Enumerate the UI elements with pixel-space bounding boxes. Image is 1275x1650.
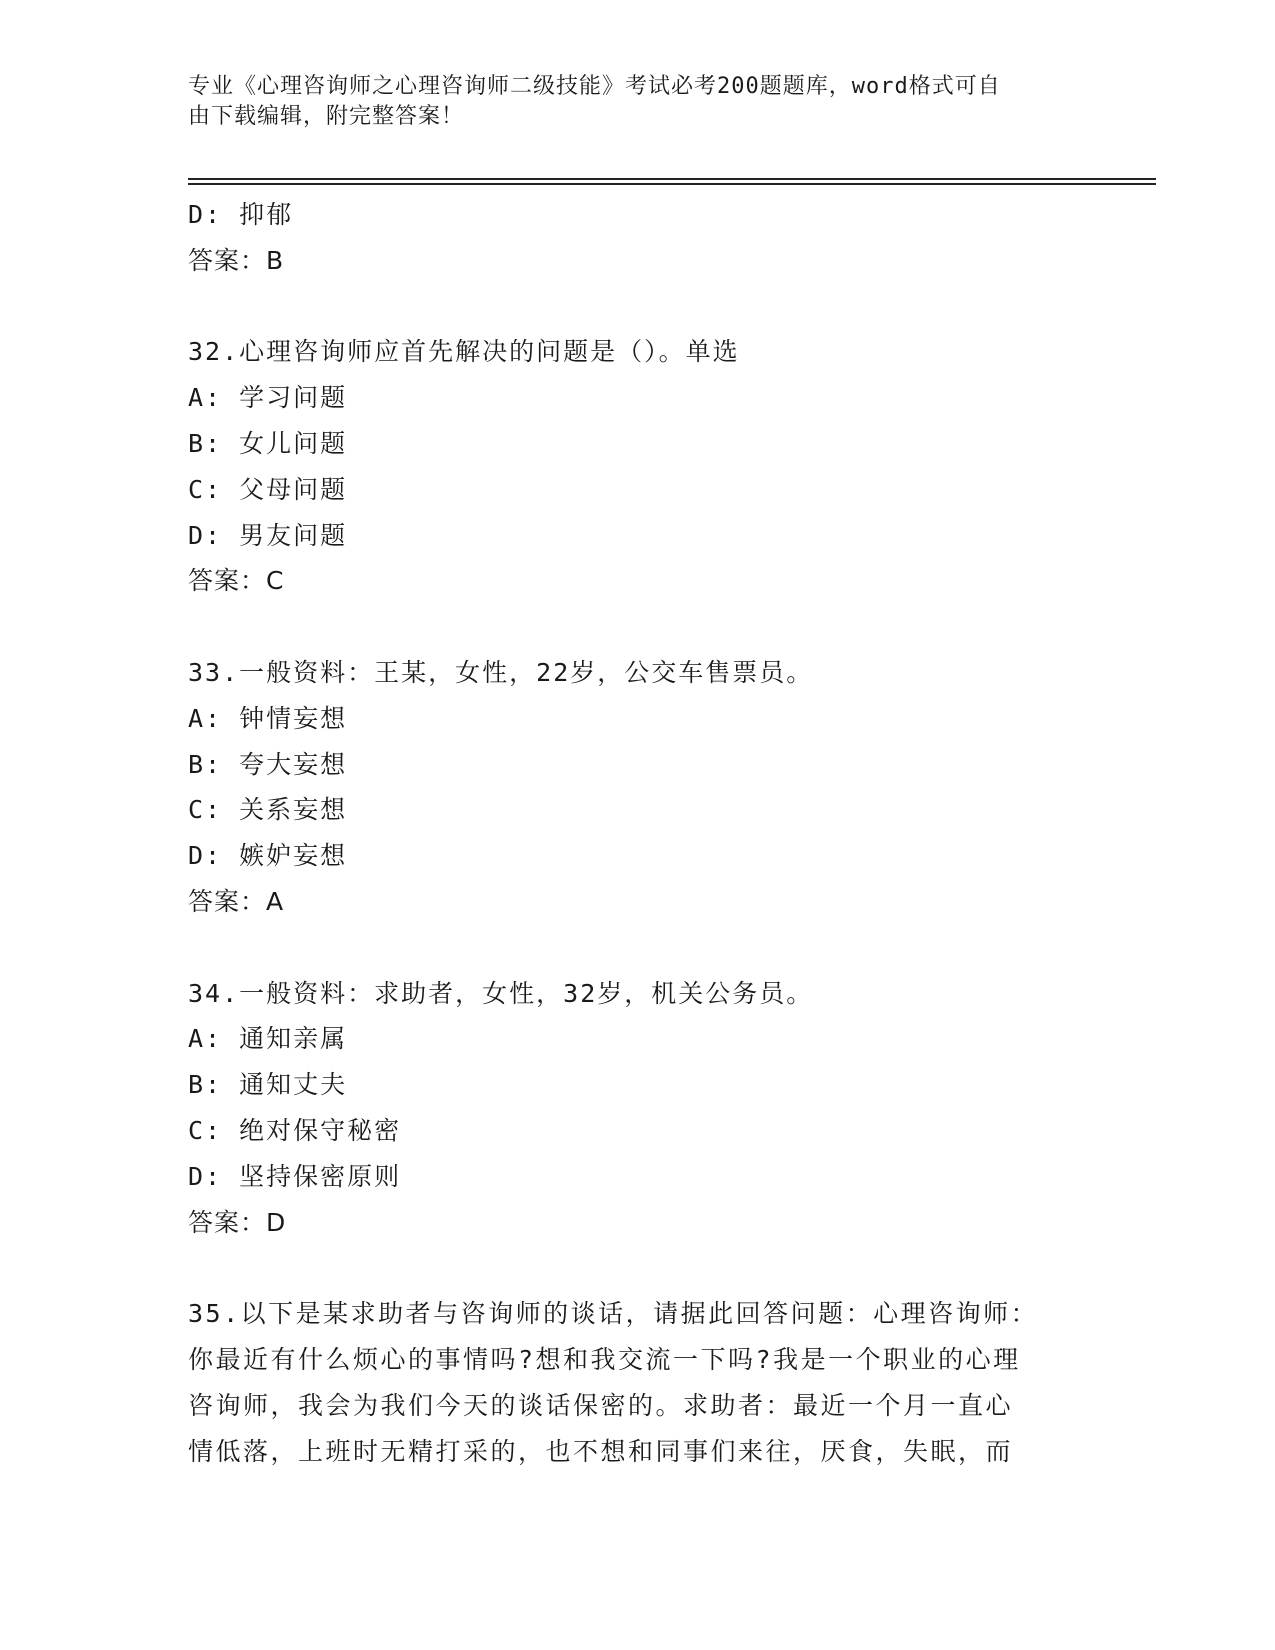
option-a: A: 通知亲属 [188, 1024, 348, 1054]
spacer [188, 284, 1068, 330]
option-a: A: 钟情妄想 [188, 703, 348, 733]
question-33 [188, 650, 1068, 925]
question-stem: 33.一般资料：王某，女性，22岁，公交车售票员。 [188, 657, 814, 687]
question-35 [188, 1291, 1068, 1474]
option-c: C: 关系妄想 [188, 795, 348, 825]
option-b: B: 通知丈夫 [188, 1070, 348, 1100]
option-d: D: 抑郁 [188, 200, 294, 229]
option-d: D: 坚持保密原则 [188, 1161, 402, 1191]
answer-label: 答案：C [188, 566, 285, 596]
question-stem: 32.心理咨询师应首先解决的问题是（）。单选 [188, 337, 740, 367]
answer-label: 答案：D [188, 1207, 287, 1237]
answer-label: 答案：A [188, 886, 285, 916]
question-stem-line-2: 你最近有什么烦心的事情吗?想和我交流一下吗?我是一个职业的心理 [188, 1344, 1021, 1374]
question-32 [188, 329, 1068, 604]
question-stem-line-1: 35.以下是某求助者与咨询师的谈话，请据此回答问题：心理咨询师： [188, 1299, 1039, 1329]
header-line-2: 由下载编辑，附完整答案！ [188, 104, 465, 129]
question-stem-line-4: 情低落，上班时无精打采的，也不想和同事们来往，厌食，失眠，而 [188, 1436, 1014, 1466]
spacer [188, 604, 1068, 650]
option-b: B: 夸大妄想 [188, 749, 348, 779]
answer-label: 答案：B [188, 245, 285, 275]
question-31-tail [188, 192, 1068, 284]
spacer [188, 1245, 1068, 1291]
spacer [188, 925, 1068, 971]
option-c: C: 绝对保守秘密 [188, 1115, 402, 1145]
question-34 [188, 971, 1068, 1246]
option-c: C: 父母问题 [188, 474, 348, 504]
header-divider-bottom [188, 183, 1156, 185]
header-divider-top [188, 178, 1156, 180]
document-header [188, 72, 1068, 132]
option-b: B: 女儿问题 [188, 428, 348, 458]
question-list [188, 192, 1068, 1474]
header-line-1: 专业《心理咨询师之心理咨询师二级技能》考试必考200题题库，word格式可自 [188, 74, 1001, 99]
option-d: D: 嫉妒妄想 [188, 841, 348, 871]
option-a: A: 学习问题 [188, 383, 348, 413]
question-stem-line-3: 咨询师，我会为我们今天的谈话保密的。求助者：最近一个月一直心 [188, 1390, 1014, 1420]
question-stem: 34.一般资料：求助者，女性，32岁，机关公务员。 [188, 978, 814, 1008]
option-d: D: 男友问题 [188, 520, 348, 550]
